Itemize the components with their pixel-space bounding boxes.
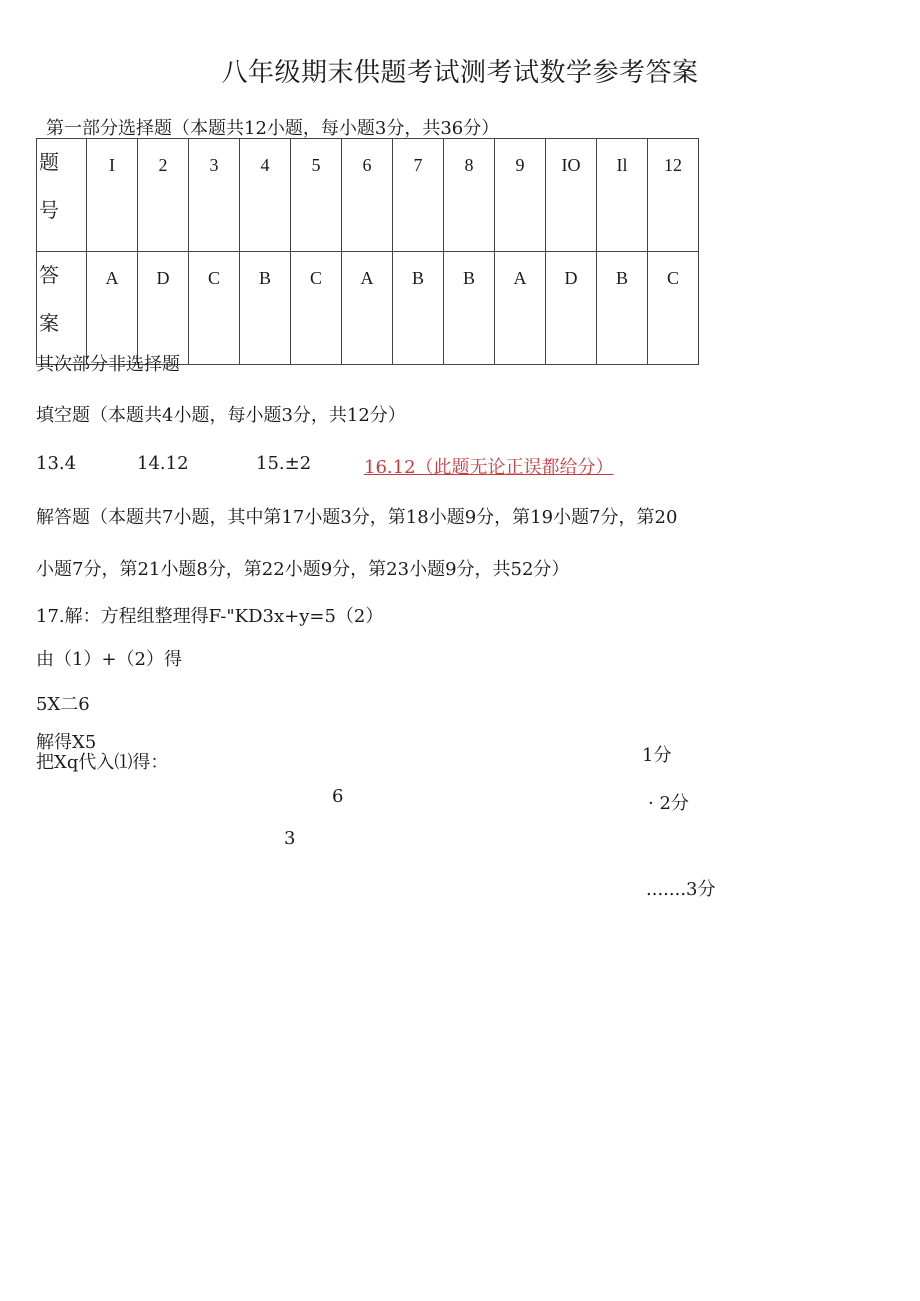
question-number: Il [597, 139, 648, 252]
q17-line3: 5X二6 [36, 694, 90, 715]
question-number-row [37, 139, 699, 252]
question-number: IO [546, 139, 597, 252]
q17-fraction-bottom: 3 [284, 828, 296, 849]
answer-cell: B [597, 252, 648, 365]
question-number: 3 [189, 139, 240, 252]
question-number: 4 [240, 139, 291, 252]
q17-score-2: · 2分 [648, 793, 689, 814]
answer-cell: A [495, 252, 546, 365]
question-number: 7 [393, 139, 444, 252]
q17-score-1: 1分 [642, 745, 672, 766]
answer-cell: D [546, 252, 597, 365]
fill-blank-heading: 填空题（本题共4小题，每小题3分，共12分） [36, 405, 406, 426]
question-number: 9 [495, 139, 546, 252]
question-number: 8 [444, 139, 495, 252]
answer-cell: D [138, 252, 189, 365]
part2-heading: 其次部分非选择题 [36, 354, 180, 375]
fill-answer-16-note: 16.12（此题无论正误都给分） [364, 457, 614, 478]
answer-cell: A [342, 252, 393, 365]
answer-cell: B [393, 252, 444, 365]
question-number: 12 [648, 139, 699, 252]
answer-table [36, 138, 699, 365]
q17-line1: 17.解：方程组整理得F-"KD3x+y=5（2） [36, 606, 384, 627]
answer-cell: C [189, 252, 240, 365]
row-header-answer: 答 案 [37, 252, 87, 365]
q17-score-3: .......3分 [646, 879, 716, 900]
q17-line5: 把Xq代入⑴得： [36, 752, 169, 773]
row-header-number: 题 号 [37, 139, 87, 252]
answer-cell: C [648, 252, 699, 365]
question-number: I [87, 139, 138, 252]
answer-cell: A [87, 252, 138, 365]
q17-line2: 由（1）+（2）得 [36, 649, 182, 670]
solve-heading-line2: 小题7分，第21小题8分，第22小题9分，第23小题9分，共52分） [36, 559, 570, 580]
question-number: 2 [138, 139, 189, 252]
fill-answer-14: 14.12 [137, 453, 189, 474]
answer-cell: B [444, 252, 495, 365]
q17-fraction-top: 6 [332, 786, 344, 807]
question-number: 5 [291, 139, 342, 252]
fill-answer-15: 15.±2 [256, 453, 312, 474]
question-number: 6 [342, 139, 393, 252]
answer-row [37, 252, 699, 365]
fill-answer-13: 13.4 [36, 453, 77, 474]
answer-cell: C [291, 252, 342, 365]
document-title: 八年级期末供题考试测考试数学参考答案 [221, 58, 699, 88]
solve-heading-line1: 解答题（本题共7小题，其中第17小题3分，第18小题9分，第19小题7分，第20 [36, 507, 678, 528]
q17-line4: 解得X5 [36, 732, 97, 753]
part1-heading: 第一部分选择题（本题共12小题，每小题3分，共36分） [46, 118, 500, 139]
answer-cell: B [240, 252, 291, 365]
